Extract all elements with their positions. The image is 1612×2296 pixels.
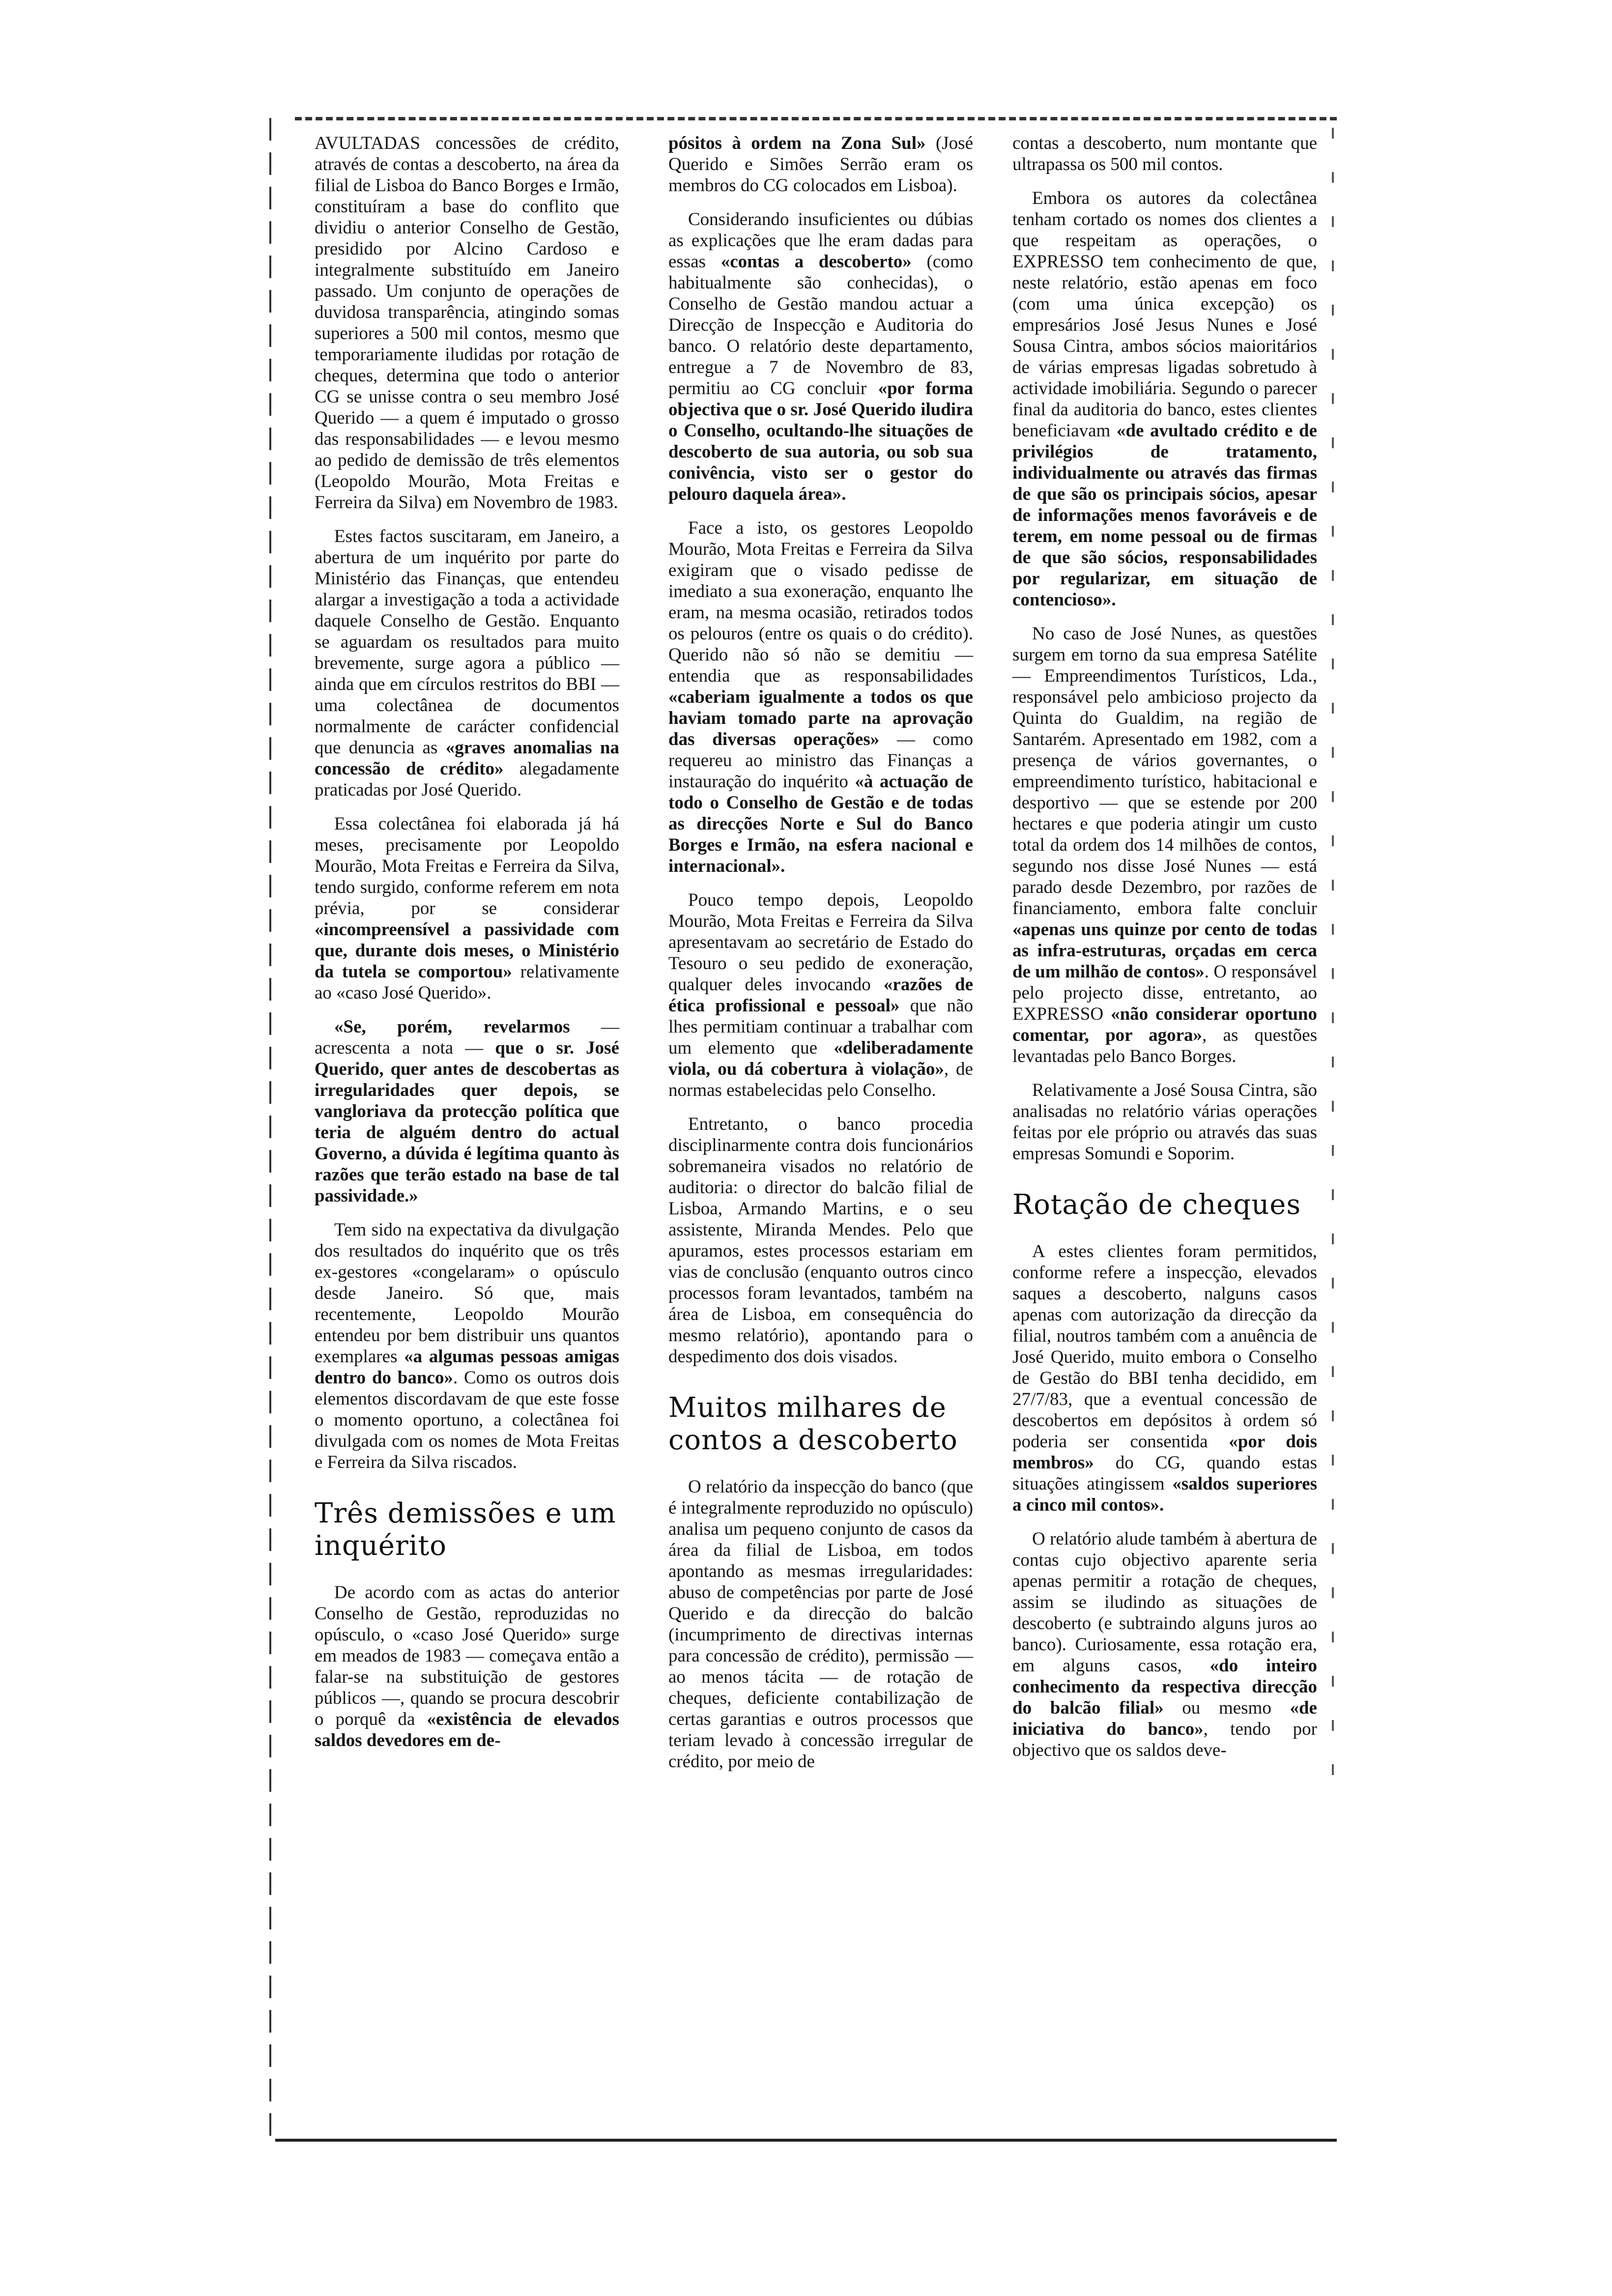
bottom-rule xyxy=(275,2139,1337,2142)
paragraph: No caso de José Nunes, as questões surgem em torno da sua empresa Satélite — Empreendimentos Turísticos, Lda., responsável pelo ambicioso projecto da Quinta do Gualdim, na região de Santarém. Apresentado em 1982, com a presença de vários governantes, o empreendimento turístico, habitacional e desportivo — que se estende por 200 hectares e que poderia atingir um custo total da ordem dos 14 milhões de contos, segundo nos disse José Nunes — está parado desde Dezembro, por razões de financiamento, embora falte concluir «apenas uns quinze por cento de todas as infra-estruturas, orçadas em cerca de um milhão de contos». O responsável pelo projecto disse, entretanto, ao EXPRESSO «não considerar oportuno comentar, por agora», as questões levantadas pelo Banco Borges. xyxy=(1012,624,1317,1066)
article-column-3 xyxy=(1012,133,1317,1774)
paragraph: pósitos à ordem na Zona Sul» (José Querido e Simões Serrão eram os membros do CG colocados em Lisboa). xyxy=(668,133,973,196)
right-rule xyxy=(1332,128,1334,1799)
paragraph: Embora os autores da colectânea tenham cortado os nomes dos clientes a que respeitam as operações, o EXPRESSO tem conhecimento de que, neste relatório, estão apenas em foco (com uma única excepção) os empresários José Jesus Nunes e José Sousa Cintra, ambos sócios maioritários de várias empresas ligadas sobretudo à actividade imobiliária. Segundo o parecer final da auditoria do banco, estes clientes beneficiavam «de avultado crédito e de privilégios de tratamento, individualmente ou através das firmas de que são os principais sócios, apesar de informações menos favoráveis e de terem, em nome pessoal ou de firmas de que são sócios, responsabilidades por regularizar, em situação de contencioso». xyxy=(1012,188,1318,610)
paragraph: contas a descoberto, num montante que ultrapassa os 500 mil contos. xyxy=(1012,133,1317,174)
section-heading: Rotação de cheques xyxy=(1012,1189,1301,1221)
paragraph: O relatório alude também à abertura de contas cujo objectivo aparente seria apenas permitir a rotação de cheques, assim se iludindo as situações de descoberto (e subtraindo alguns juros ao banco). Curiosamente, essa rotação era, em alguns casos, «do inteiro conhecimento da respectiva direcção do balcão filial» ou mesmo «de iniciativa do banco», tendo por objectivo que os saldos deve- xyxy=(1012,1529,1317,1760)
paragraph: «Se, porém, revelarmos — acrescenta a nota — que o sr. José Querido, quer antes de descobertas as irregularidades quer depois, se vangloriava da protecção política que teria de alguém dentro do actual Governo, a dúvida é legítima quanto às razões que terão estado na base de tal passividade.» xyxy=(315,1017,620,1206)
left-rule xyxy=(269,118,271,2148)
paragraph: Estes factos suscitaram, em Janeiro, a abertura de um inquérito por parte do Ministério das Finanças, que entendeu alargar a investigação a toda a actividade daquele Conselho de Gestão. Enquanto se aguardam os resultados para muito brevemente, surge agora a público — ainda que em círculos restritos do BBI — uma colectânea de documentos normalmente de carácter confidencial que denuncia as «graves anomalias na concessão de crédito» alegadamente praticadas por José Querido. xyxy=(315,526,619,800)
paragraph: Considerando insuficientes ou dúbias as explicações que lhe eram dadas para essas «contas a descoberto» (como habitualmente são conhecidas), o Conselho de Gestão mandou actuar a Direcção de Inspecção e Auditoria do banco. O relatório deste departamento, entregue a 7 de Novembro de 83, permitiu ao CG concluir «por forma objectiva que o sr. José Querido iludira o Conselho, ocultando-lhe situações de descoberto de sua autoria, ou sob sua conivência, visto ser o gestor do pelouro daquela área». xyxy=(668,209,973,504)
article-column-2 xyxy=(668,133,973,1785)
paragraph: A estes clientes foram permitidos, conforme refere a inspecção, elevados saques a descoberto, nalguns casos apenas com autorização da direcção da filial, noutros também com a anuência de José Querido, muito embora o Conselho de Gestão do BBI tenha decidido, em 27/7/83, que a eventual concessão de descobertos em depósitos à ordem só poderia ser consentida «por dois membros» do CG, quando estas situações atingissem «saldos superiores a cinco mil contos». xyxy=(1012,1241,1317,1515)
paragraph: O relatório da inspecção do banco (que é integralmente reproduzido no opúsculo) analisa um pequeno conjunto de casos da área da filial de Lisboa, em todos apontando as mesmas irregularidades: abuso de competências por parte de José Querido e da direcção do balcão (incumprimento de directivas internas para concessão de crédito), permissão — ao menos tácita — de rotação de cheques, deficiente contabilização de certas garantias e outros processos que teriam levado à concessão irregular de crédito, por meio de xyxy=(668,1477,973,1772)
paragraph: AVULTADAS concessões de crédito, através de contas a descoberto, na área da filial de Lisboa do Banco Borges e Irmão, constituíram a base do conflito que dividiu o anterior Conselho de Gestão, presidido por Alcino Cardoso e integralmente substituído em Janeiro passado. Um conjunto de operações de duvidosa transparência, atingindo somas superiores a 500 mil contos, mesmo que temporariamente iludidas por rotação de cheques, determina que todo o anterior CG se unisse contra o seu membro José Querido — a quem é imputado o grosso das responsabilidades — e levou mesmo ao pedido de demissão de três elementos (Leopoldo Mourão, Mota Freitas e Ferreira da Silva) em Novembro de 1983. xyxy=(315,133,619,513)
paragraph: Essa colectânea foi elaborada já há meses, precisamente por Leopoldo Mourão, Mota Freitas e Ferreira da Silva, tendo surgido, conforme referem em nota prévia, por se considerar «incompreensível a passividade com que, durante dois meses, o Ministério da tutela se comportou» relativamente ao «caso José Querido». xyxy=(315,814,619,1003)
paragraph: De acordo com as actas do anterior Conselho de Gestão, reproduzidas no opúsculo, o «caso José Querido» surge em meados de 1983 — começava então a falar-se na substituição de gestores públicos —, quando se procura descobrir o porquê da «existência de elevados saldos devedores em de- xyxy=(315,1582,619,1751)
section-heading: Muitos milhares de contos a descoberto xyxy=(668,1392,958,1456)
paragraph: Pouco tempo depois, Leopoldo Mourão, Mota Freitas e Ferreira da Silva apresentavam ao secretário de Estado do Tesouro o seu pedido de exoneração, qualquer deles invocando «razões de ética profissional e pessoal» que não lhes permitiam continuar a trabalhar com um elemento que «deliberadamente viola, ou dá cobertura à violação», de normas estabelecidas pelo Conselho. xyxy=(668,890,974,1100)
paragraph: Tem sido na expectativa da divulgação dos resultados do inquérito que os três ex-gestores «congelaram» o opúsculo desde Janeiro. Só que, mais recentemente, Leopoldo Mourão entendeu por bem distribuir uns quantos exemplares «a algumas pessoas amigas dentro do banco». Como os outros dois elementos discordavam de que este fosse o momento oportuno, a colectânea foi divulgada com os nomes de Mota Freitas e Ferreira da Silva riscados. xyxy=(315,1220,619,1472)
paragraph: Face a isto, os gestores Leopoldo Mourão, Mota Freitas e Ferreira da Silva exigiram que o visado pedisse de imediato a sua exoneração, enquanto lhe eram, na mesma ocasião, retirados todos os pelouros (entre os quais o do crédito). Querido não só não se demitiu — entendia que as responsabilidades «caberiam igualmente a todos os que haviam tomado parte na aprovação das diversas operações» — como requereu ao ministro das Finanças a instauração do inquérito «à actuação de todo o Conselho de Gestão e de todas as direcções Norte e Sul do Banco Borges e Irmão, na esfera nacional e internacional». xyxy=(668,518,973,876)
top-rule xyxy=(295,117,1337,120)
article-column-1 xyxy=(315,133,619,1764)
paragraph: Entretanto, o banco procedia disciplinarmente contra dois funcionários sobremaneira visados no relatório de auditoria: o director do balcão filial de Lisboa, Armando Martins, e o seu assistente, Miranda Mendes. Pelo que apuramos, estes processos estariam em vias de conclusão (enquanto outros cinco processos foram levantados, também na área de Lisboa, em consequência do mesmo relatório), apontando para o despedimento dos dois visados. xyxy=(668,1114,973,1367)
section-heading: Três demissões e um inquérito xyxy=(315,1497,616,1562)
paragraph: Relativamente a José Sousa Cintra, são analisadas no relatório várias operações feitas por ele próprio ou através das suas empresas Somundi e Soporim. xyxy=(1012,1080,1317,1164)
